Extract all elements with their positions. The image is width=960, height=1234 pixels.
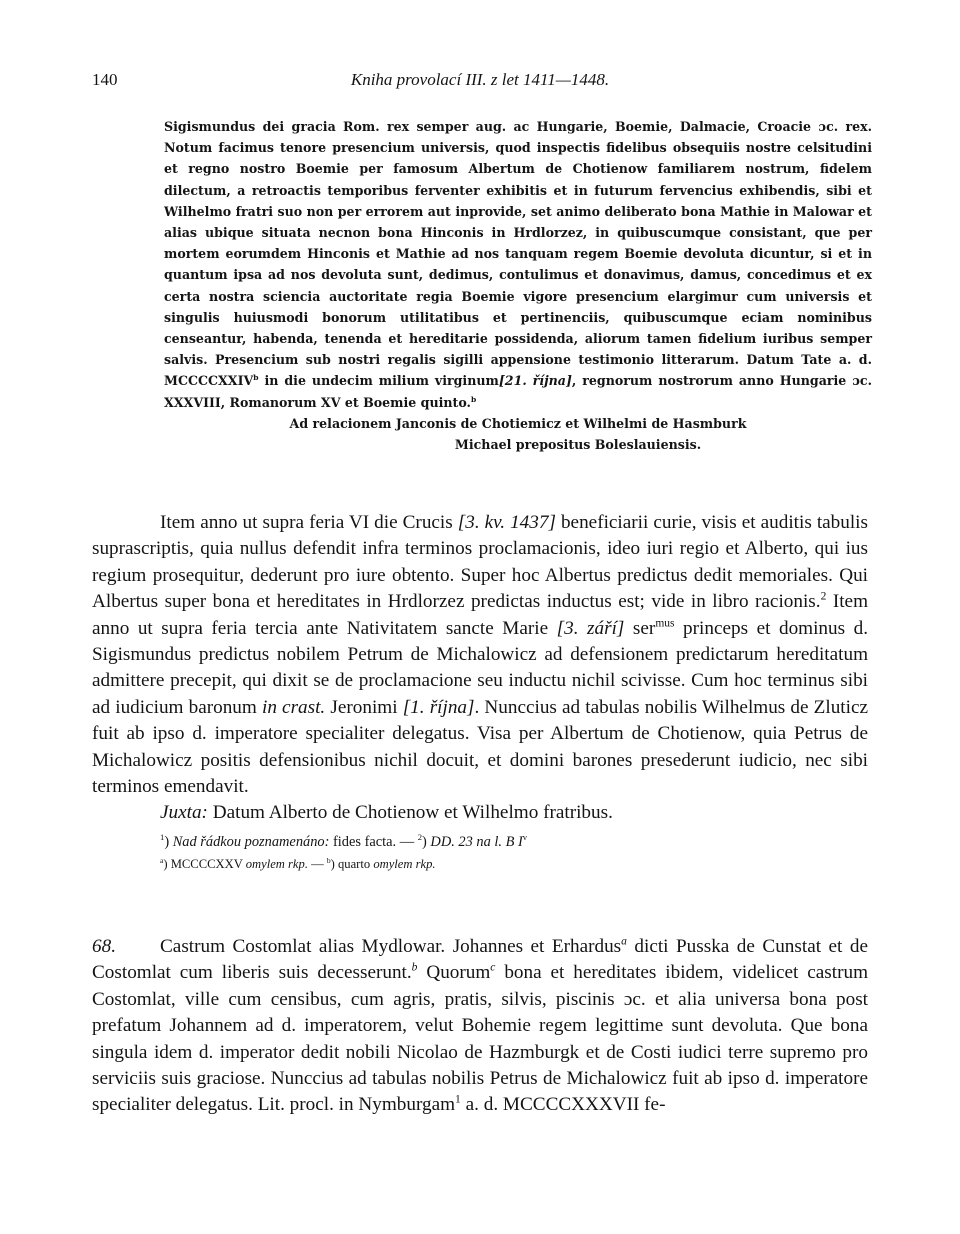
footnote-text: MCCCCXXV bbox=[170, 856, 246, 871]
text-run: Jeronimi bbox=[325, 696, 403, 718]
footnote-text: quarto bbox=[337, 856, 374, 871]
footnote-mark: 2 bbox=[820, 590, 827, 603]
superscript-abbrev: mus bbox=[655, 617, 675, 630]
entry-68 bbox=[92, 934, 868, 1119]
charter-body-3: , regnorum nostrorum anno Hungarie ɔc. XXXVIII, Romanorum XV et Boemie quinto. bbox=[164, 373, 872, 410]
charter-paragraph bbox=[164, 116, 872, 413]
juxta-label: Juxta: bbox=[160, 802, 208, 824]
footnote-text: fides facta. — bbox=[329, 833, 418, 850]
bracket-date: [21. října] bbox=[498, 373, 572, 389]
text-run: Castrum Costomlat alias Mydlowar. Johannes et Erhardus bbox=[160, 936, 622, 957]
entry-number: 68. bbox=[92, 936, 116, 957]
main-text-block bbox=[92, 510, 868, 875]
footnote-italic: Nad řádkou poznamenáno: bbox=[172, 833, 330, 850]
footnote-italic: omylem rkp. bbox=[245, 856, 308, 871]
text-run: a. d. MCCCCXXXVII fe- bbox=[460, 1094, 666, 1116]
superscript-abbrev: v bbox=[522, 832, 528, 843]
footnotes bbox=[160, 831, 868, 875]
footnote-mark: b bbox=[470, 394, 477, 404]
subscription-line-1: Ad relacionem Janconis de Chotiemicz et Wilhelmi de Hasmburk bbox=[289, 415, 747, 431]
main-paragraph bbox=[92, 510, 868, 800]
charter-body-2: in die undecim milium virginum bbox=[258, 373, 499, 389]
footnote-mark: a bbox=[160, 855, 164, 865]
italic-abbrev: in crast. bbox=[261, 696, 326, 718]
juxta-text: Datum Alberto de Chotienow et Wilhelmo fratribus. bbox=[207, 802, 613, 824]
page-header bbox=[92, 70, 868, 94]
text-run: bona et hereditates ibidem, videlicet castrum Costomlat, ville cum censibus, cum agris, pratis, silvis, piscinis ɔc. et alia universa bona post prefatum Johannem ad d. imperatorem, velut Bohemie regem legittime sunt devoluta. Que bona singula idem d. imperator dedit nobili Nicolao de Hazmburgk et de Costi iudici terre supremo pro serviciis suis graciose. Nunccius ad tabulas nobilis Petrus de Michalowicz fuit ab ipso d. imperatore specialiter delegatus. Lit. procl. in Nymburgam bbox=[92, 962, 868, 1116]
text-run: Item anno ut supra feria tercia ante Nativitatem sancte Marie bbox=[92, 591, 868, 639]
footnote-mark: 1 bbox=[455, 1094, 461, 1107]
footnote-line-1: $^1$) Nad řádkou poznamenáno: fides facta. — $^2$) DD. 23 na l. B $I^v$ bbox=[160, 832, 528, 850]
footnote-mark: c bbox=[490, 962, 496, 975]
running-title: Kniha provolací III. z let 1411—1448. bbox=[350, 70, 610, 89]
subscription-line-2: Michael prepositus Boleslauiensis. bbox=[454, 437, 702, 453]
footnote-mark: a bbox=[621, 935, 627, 948]
footnote-mark: b bbox=[411, 962, 418, 975]
text-run: . Nunccius ad tabulas nobilis Wilhelmus de Zluticz fuit ab ipso d. imperatore specialiter delegatus. Visa per Albertum de Chotienow, quia Petrus de Michalowicz positis defensionibus nichil docuit, et domini barones presederunt iudicio, nec sibi terminos emendavit. bbox=[92, 696, 869, 798]
text-run: dicti Pusska de Cunstat et de Costomlat cum liberis suis decesserunt. bbox=[92, 936, 868, 984]
footnote-mark: 1 bbox=[160, 832, 165, 843]
text-run: Item anno ut supra feria VI die Crucis bbox=[160, 512, 458, 533]
footnote-italic: DD. 23 na l. B I bbox=[430, 833, 523, 850]
juxta-line bbox=[92, 800, 868, 826]
footnote-text: — bbox=[307, 856, 327, 871]
page-number: 140 bbox=[92, 70, 118, 89]
entry-paragraph bbox=[92, 934, 868, 1119]
text-run: Quorum bbox=[417, 962, 491, 984]
footnote-line-2: $^a$) MCCCCXXV omylem rkp. — $^b$) quarto omylem rkp. bbox=[160, 855, 436, 871]
charter-body: Sigismundus dei gracia Rom. rex semper aug. ac Hungarie, Boemie, Dalmacie, Croacie ɔc. rex. Notum facimus tenore presencium universis, quod inspectis fidelibus obsequiis nostre celsitudini et regno nostro Boemie per famosum Albertum de Chotienow familiarem nostrum, fidelem dilectum, a retroactis temporibus ferventer exhibitis et in futurum fervencius exhibendis, sibi et Wilhelmo fratri suo non per errorem aut inprovide, set animo deliberato bona Mathie in Malowar et alias ubique situata necnon bona Hinconis in Hrdlorzez, in quibuscumque consistant, que per mortem eorumdem Hinconis et Mathie ad nos tanquam regem Boemie devoluta dicuntur, si et in quantum ipsa ad nos devoluta sunt, dedimus, contulimus et donavimus, damus, concedimus et ex certa nostra sciencia auctoritate regia Boemie vigore presencium elargimur cum universis et singulis huiusmodi bonorum utilitatibus et pertinenciis, quibuscumque eciam nominibus censeantur, habenda, tenenda et hereditarie possidenda, aliorum tamen fidelium iuribus semper salvis. Presencium sub nostri regalis sigilli appensione testimonio litterarum. Datum Tate a. d. MCCCCXXIV bbox=[164, 119, 872, 389]
charter-text-block bbox=[164, 116, 872, 455]
footnote-italic: omylem rkp. bbox=[373, 856, 436, 871]
footnote-mark: b bbox=[253, 373, 259, 383]
text-run: ser bbox=[624, 617, 656, 639]
footnote-mark: b bbox=[326, 855, 331, 865]
footnote-mark: 2 bbox=[417, 832, 423, 843]
bracket-date: [3. kv. 1437] bbox=[457, 512, 556, 533]
text-run: princeps et dominus d. Sigismundus predictus nobilem Petrum de Michalowicz ad defensionem predictarum hereditatum admittere precepit, qui dixit se de proclamacione seu inductu nichil scivisse. Cum hoc terminus sibi ad iudicium baronum bbox=[92, 617, 869, 718]
bracket-date: [3. září] bbox=[556, 617, 625, 639]
bracket-date: [1. října] bbox=[402, 696, 475, 718]
text-run: beneficiarii curie, visis et auditis tabulis suprascriptis, quia nullus defendit infra terminos proclamacionis, ideo iuri regio et Alberto, qui ius regium prosequitur, dederunt pro iure obtento. Super hoc Albertus predictus dedit memoriales. Qui Albertus super bona et hereditates in Hrdlorzez predictas inductus est; vide in libro racionis. bbox=[92, 512, 868, 613]
